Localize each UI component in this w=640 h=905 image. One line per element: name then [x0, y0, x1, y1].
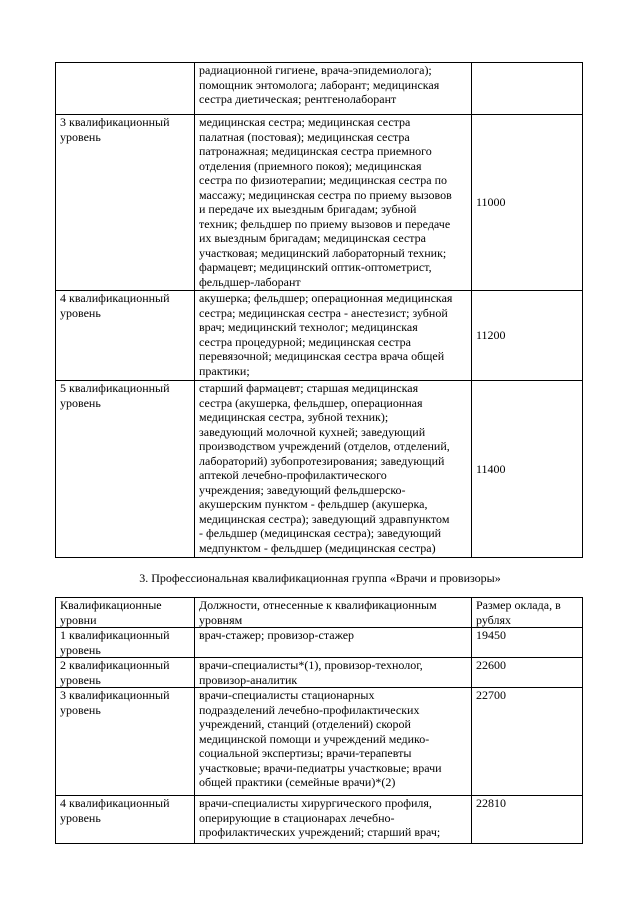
table-row: [56, 688, 583, 796]
positions-cell: радиационной гигиене, врача-эпидемиолога); помощник энтомолога; лаборант; медицинская сестра диетическая; рентгенолаборант: [195, 63, 472, 115]
level-cell: 3 квалификационный уровень: [56, 688, 195, 796]
level-cell: 3 квалификационный уровень: [56, 115, 195, 291]
positions-cell: врачи-специалисты стационарных подразделений лечебно-профилактических учреждений, станций (отделений) скорой медицинской помощи и учреждений медико- социальной экспертизы; врачи-терапевты участковые; врачи-педиатры участковые; врачи общей практики (семейные врачи)*(2): [195, 688, 472, 796]
positions-cell: акушерка; фельдшер; операционная медицинская сестра; медицинская сестра - анестезист; зубной врач; медицинский технолог; медицинская сестра процедурной; медицинская сестра перевязочной; медицинская сестра врача общей практики;: [195, 291, 472, 381]
table-row: [56, 658, 583, 688]
salary-cell: 11000: [472, 115, 583, 291]
header-positions: Должности, отнесенные к квалификационным уровням: [195, 598, 472, 628]
table-row: [56, 115, 583, 291]
salary-cell: [472, 63, 583, 115]
table-header-row: [56, 598, 583, 628]
table-row: [56, 628, 583, 658]
header-levels: Квалификационные уровни: [56, 598, 195, 628]
positions-cell: медицинская сестра; медицинская сестра палатная (постовая); медицинская сестра патронажная; медицинская сестра приемного отделения (приемного покоя); медицинская сестра по физиотерапии; медицинская сестра по массажу; медицинская сестра по приему вызовов и передаче их выездным бригадам; зубной техник; фельдшер по приему вызовов и передаче их выездным бригадам; медицинская сестра участковая; медицинский лабораторный техник; фармацевт; медицинский оптик-оптометрист, фельдшер-лаборант: [195, 115, 472, 291]
salary-cell: 22600: [472, 658, 583, 688]
table-row: [56, 291, 583, 381]
level-cell: 4 квалификационный уровень: [56, 291, 195, 381]
level-cell: 2 квалификационный уровень: [56, 658, 195, 688]
table-row: [56, 796, 583, 844]
salary-cell: 22700: [472, 688, 583, 796]
positions-cell: врачи-специалисты*(1), провизор-технолог, провизор-аналитик: [195, 658, 472, 688]
qualification-table-continued: [55, 62, 583, 558]
table-row: [56, 63, 583, 115]
level-cell: 5 квалификационный уровень: [56, 381, 195, 558]
level-cell: 1 квалификационный уровень: [56, 628, 195, 658]
positions-cell: старший фармацевт; старшая медицинская сестра (акушерка, фельдшер, операционная медицинская сестра, зубной техник); заведующий молочной кухней; заведующий производством учреждений (отделов, отделений, лабораторий) зубопротезирования; заведующий аптекой лечебно-профилактического учреждения; заведующий фельдшерско- акушерским пунктом - фельдшер (акушерка, медицинская сестра); заведующий здравпунктом - фельдшер (медицинская сестра); заведующий медпунктом - фельдшер (медицинская сестра): [195, 381, 472, 558]
doctors-pharmacists-table: [55, 597, 583, 844]
salary-cell: 11200: [472, 291, 583, 381]
level-cell: 4 квалификационный уровень: [56, 796, 195, 844]
section-heading: 3. Профессиональная квалификационная группа «Врачи и провизоры»: [139, 571, 501, 585]
positions-cell: врач-стажер; провизор-стажер: [195, 628, 472, 658]
positions-cell: врачи-специалисты хирургического профиля, оперирующие в стационарах лечебно- профилактических учреждений; старший врач;: [195, 796, 472, 844]
salary-cell: 11400: [472, 381, 583, 558]
header-salary: Размер оклада, в рублях: [472, 598, 583, 628]
salary-cell: 19450: [472, 628, 583, 658]
table-row: [56, 381, 583, 558]
level-cell: [56, 63, 195, 115]
salary-cell: 22810: [472, 796, 583, 844]
